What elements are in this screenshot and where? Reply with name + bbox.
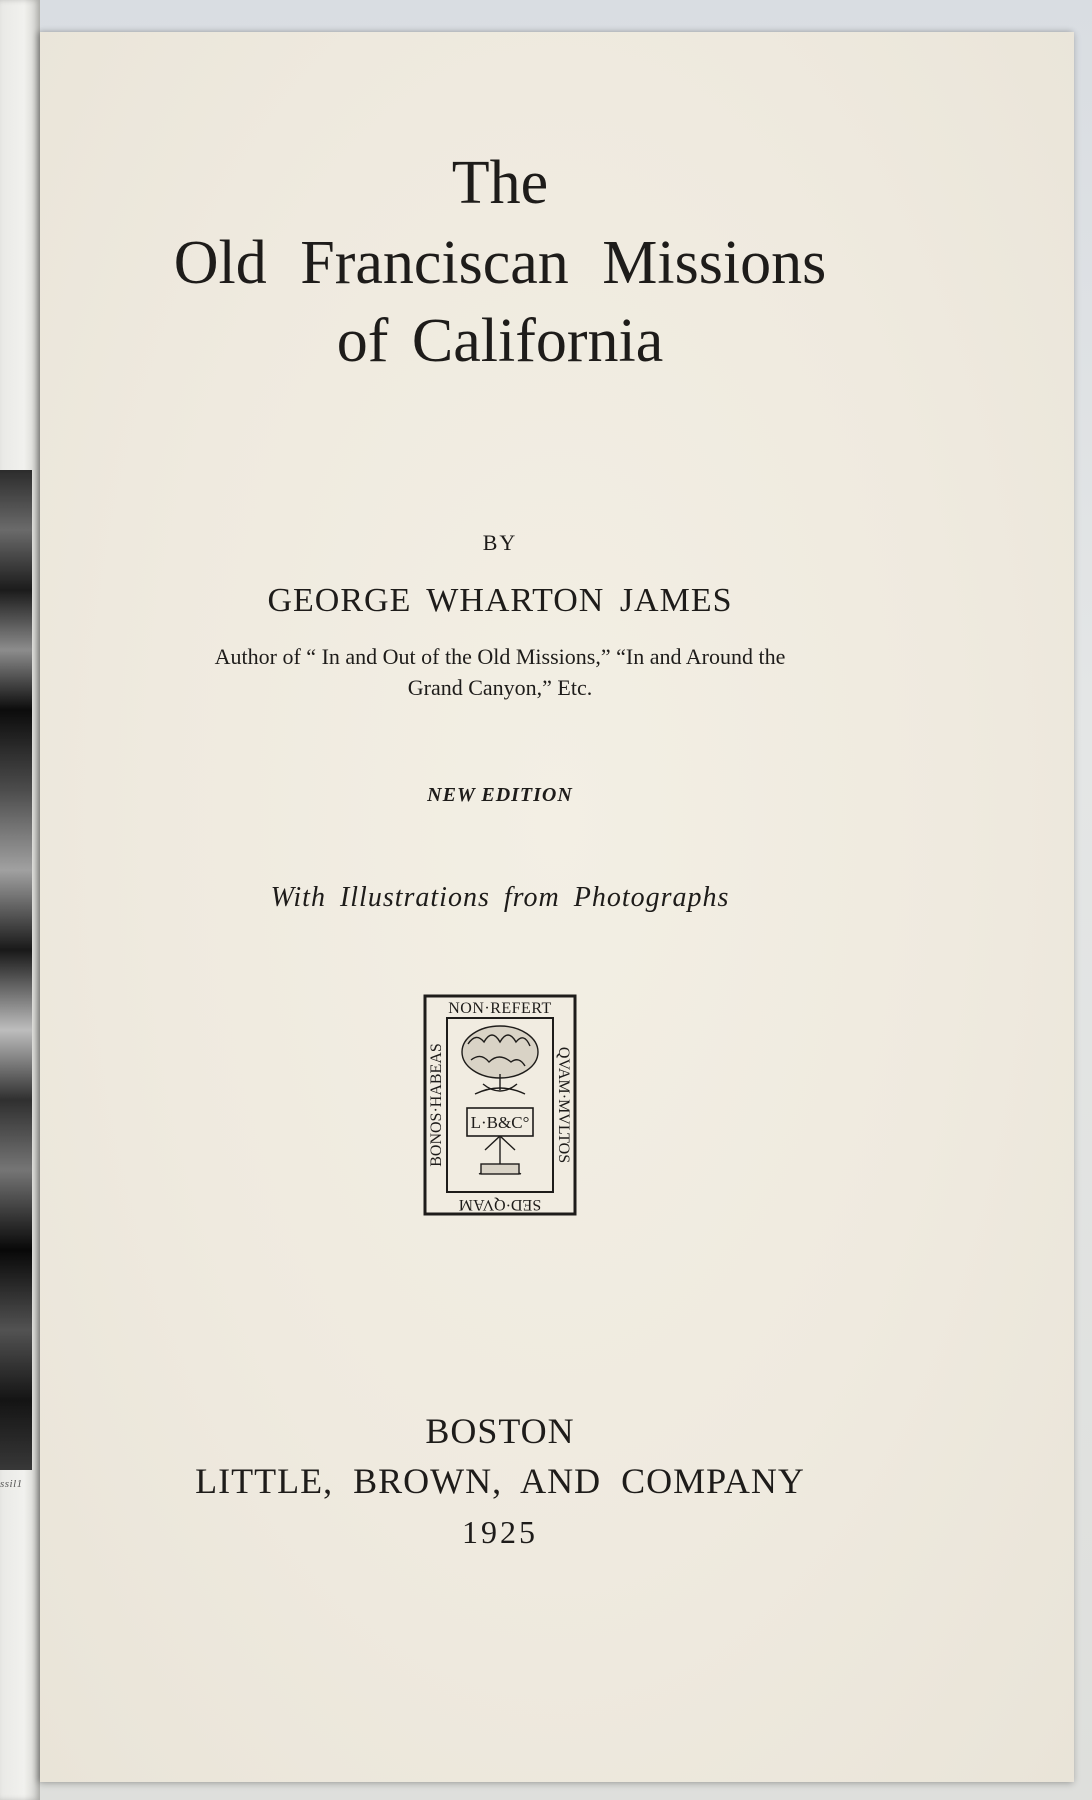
title-line-1: The: [451, 149, 549, 217]
frontispiece-photograph: [0, 470, 32, 1470]
device-monogram: L·B&C°: [470, 1113, 530, 1132]
frontispiece-caption: ssil1: [0, 1478, 23, 1490]
device-text-top: NON·REFERT: [448, 1000, 552, 1017]
publication-year: 1925: [462, 1514, 538, 1550]
title-line-2: Old Franciscan Missions: [173, 229, 827, 297]
title-line-3: of California: [336, 307, 664, 375]
device-text-right: QVAM·MVLTOS: [555, 1046, 572, 1164]
author-name: GEORGE WHARTON JAMES: [267, 582, 733, 619]
device-text-left: BONOS·HABEAS: [428, 1043, 445, 1167]
title-page: [40, 32, 1074, 1782]
device-text-bottom: SED·QVAM: [458, 1196, 542, 1213]
frontispiece-page-edge: [0, 0, 40, 1800]
publisher-city: BOSTON: [425, 1411, 575, 1451]
author-credits: [120, 642, 880, 704]
illustrations-note: With Illustrations from Photographs: [270, 882, 730, 913]
publisher-device-emblem: [423, 994, 577, 1216]
by-label: BY: [482, 530, 518, 555]
publisher-name: LITTLE, BROWN, AND COMPANY: [195, 1461, 805, 1501]
edition-label: NEW EDITION: [427, 784, 573, 806]
author-credits-line-2: Grand Canyon,” Etc.: [407, 674, 593, 700]
author-credits-line-1: Author of “ In and Out of the Old Missions,” “In and Around the: [214, 644, 786, 669]
